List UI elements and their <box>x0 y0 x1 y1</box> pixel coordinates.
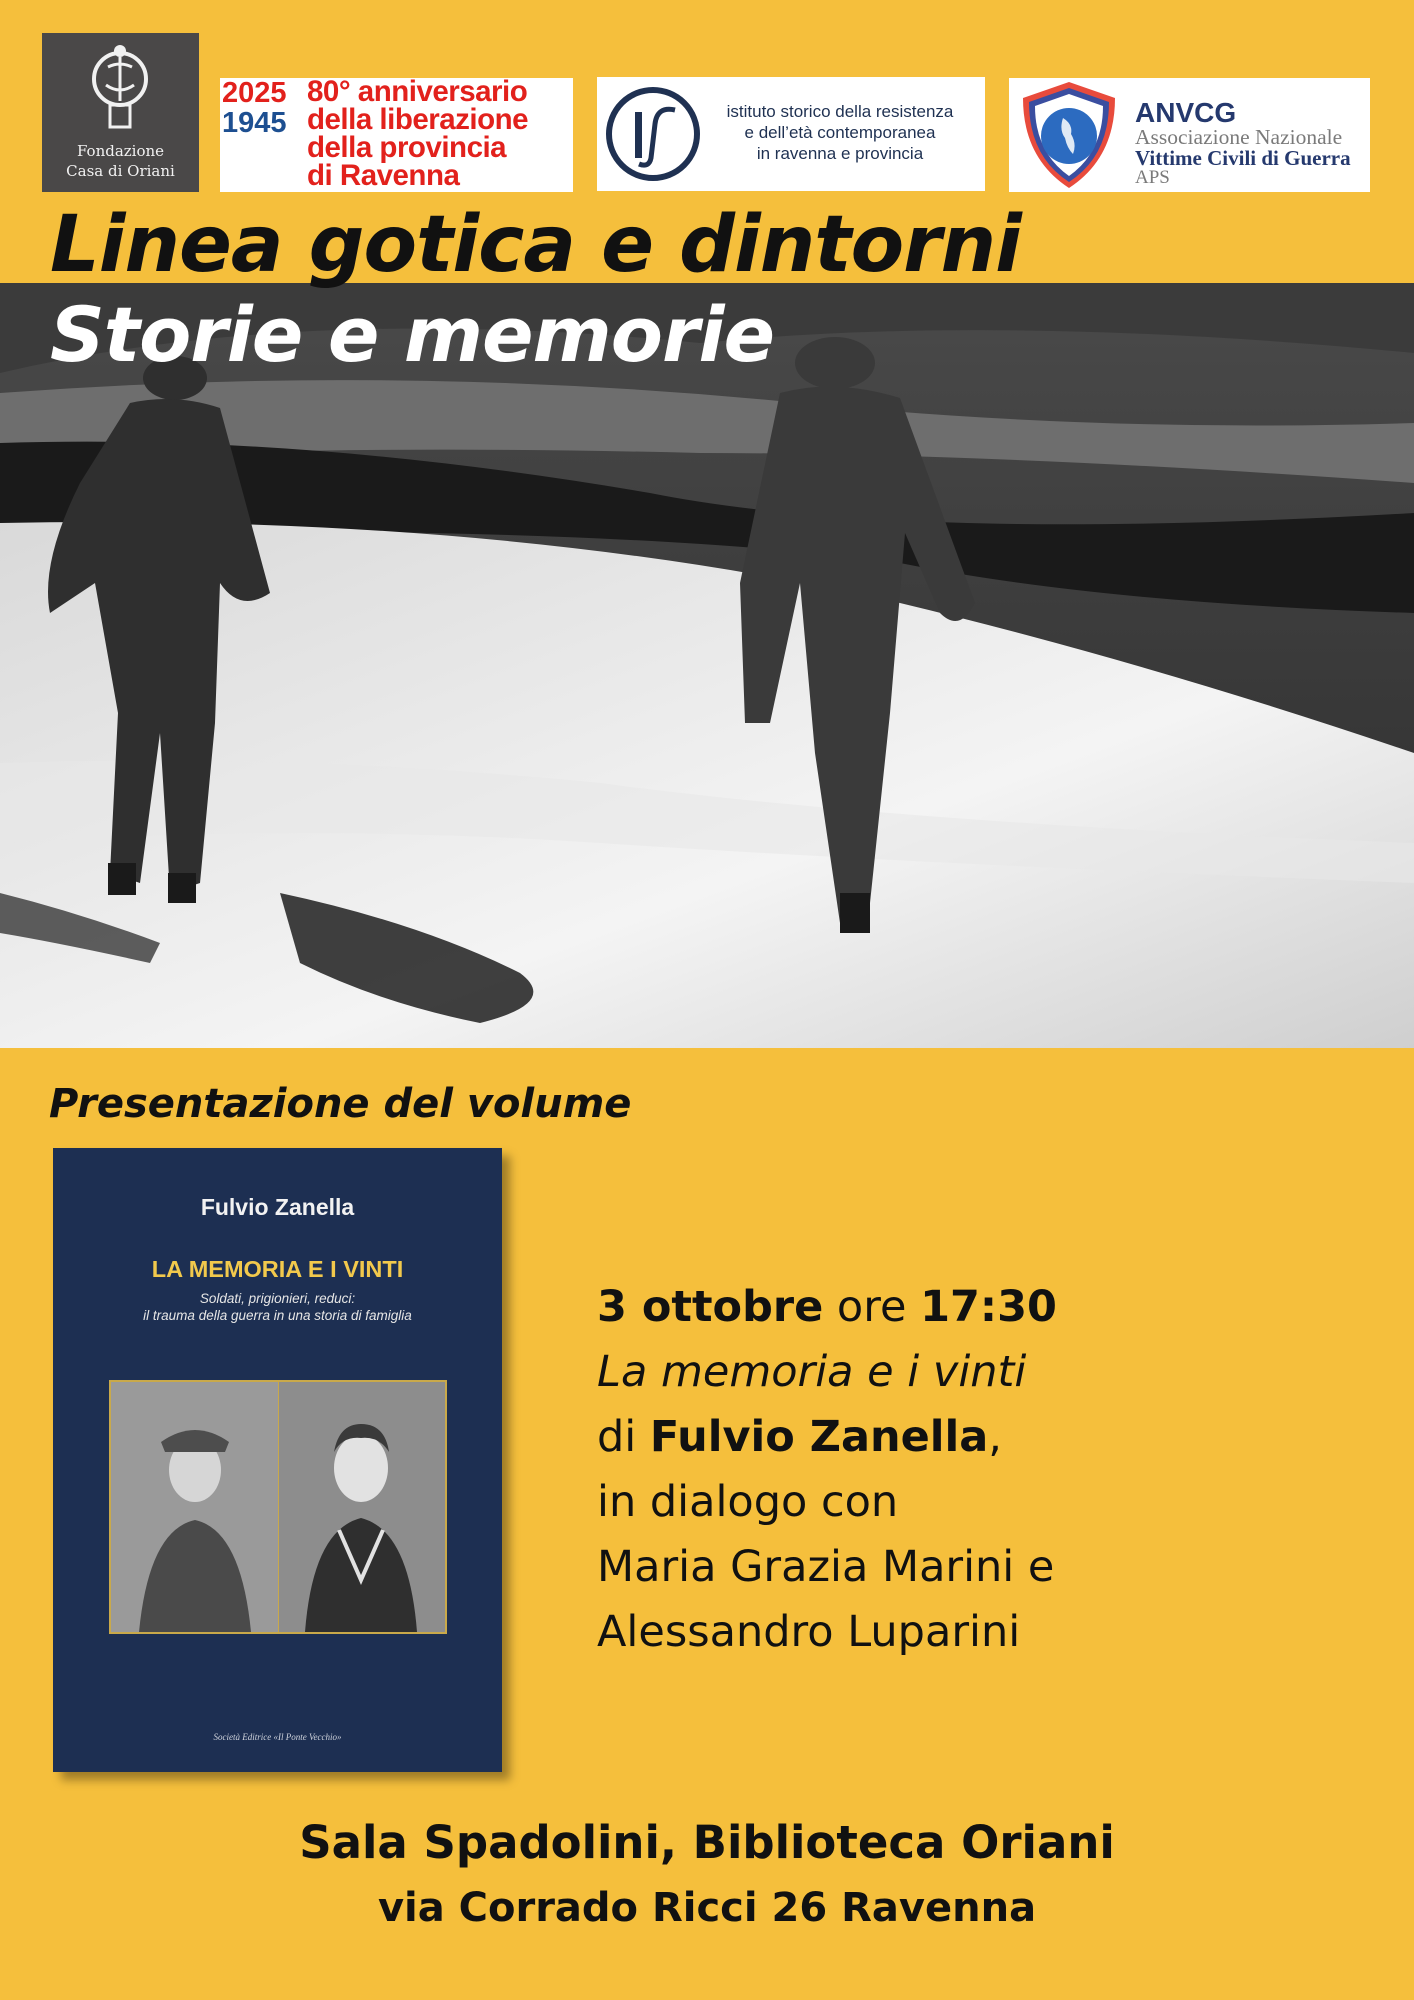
event-guest-2: Alessandro Luparini <box>597 1607 1021 1657</box>
anniversary-line: della provincia <box>307 131 507 164</box>
presentation-label: Presentazione del volume <box>49 1081 632 1127</box>
istituto-line: in ravenna e provincia <box>756 144 924 163</box>
event-dialog: in dialogo con <box>597 1477 899 1527</box>
event-time: 17:30 <box>920 1282 1057 1332</box>
event-guest-1: Maria Grazia Marini e <box>597 1542 1055 1592</box>
event-date-line <box>597 1275 1057 1340</box>
book-subtitle-line: il trauma della guerra in una storia di famiglia <box>143 1308 412 1323</box>
event-comma: , <box>988 1412 1002 1462</box>
anvcg-line1: Associazione Nazionale <box>1135 125 1343 149</box>
event-author: Fulvio Zanella <box>649 1412 989 1462</box>
anniversary-line: 80° anniversario <box>307 78 528 108</box>
crest-icon <box>88 39 152 139</box>
main-title: Linea gotica e dintorni <box>50 200 1021 290</box>
event-ore: ore <box>836 1282 907 1332</box>
anniversary-line: di Ravenna <box>307 159 460 192</box>
oriani-line2: Casa di Oriani <box>66 162 175 180</box>
year-bottom: 1945 <box>222 107 287 139</box>
book-title: LA MEMORIA E I VINTI <box>151 1256 404 1282</box>
event-book-title-line <box>597 1340 1057 1405</box>
istituto-text <box>705 101 975 164</box>
event-details <box>597 1275 1057 1665</box>
istituto-line: istituto storico della resistenza <box>726 102 954 121</box>
is-monogram-icon <box>605 84 701 184</box>
book-publisher: Società Editrice «Il Ponte Vecchio» <box>213 1732 342 1742</box>
event-date: 3 ottobre <box>597 1282 824 1332</box>
istituto-storico-logo <box>597 77 985 191</box>
event-author-line <box>597 1405 1057 1470</box>
book-cover <box>53 1148 502 1772</box>
event-book-title: La memoria e i vinti <box>597 1347 1027 1397</box>
book-portraits-image <box>109 1380 447 1634</box>
anniversary-years <box>222 78 287 138</box>
year-top: 2025 <box>222 78 287 109</box>
anvcg-logo <box>1009 78 1370 192</box>
oriani-line1: Fondazione <box>76 142 165 160</box>
anniversary-logo <box>220 78 573 192</box>
anvcg-line2: Vittime Civili di Guerra <box>1135 146 1351 170</box>
book-subtitle-line: Soldati, prigionieri, reduci: <box>199 1291 356 1306</box>
anvcg-acronym: ANVCG <box>1135 97 1237 128</box>
book-author: Fulvio Zanella <box>200 1194 355 1220</box>
address: via Corrado Ricci 26 Ravenna <box>377 1885 1037 1931</box>
book-subtitle <box>53 1290 502 1324</box>
event-di: di <box>597 1412 637 1462</box>
shield-globe-icon <box>1011 78 1127 192</box>
anniversary-lines <box>307 78 528 190</box>
anvcg-line3: APS <box>1135 167 1170 188</box>
anniversary-line: della liberazione <box>307 103 529 136</box>
venue: Sala Spadolini, Biblioteca Oriani <box>299 1816 1115 1869</box>
istituto-line: e dell’età contemporanea <box>744 123 936 142</box>
soldiers-walking-photo <box>0 283 1414 1048</box>
subtitle: Storie e memorie <box>50 290 775 379</box>
fondazione-casa-oriani-logo <box>42 33 199 192</box>
